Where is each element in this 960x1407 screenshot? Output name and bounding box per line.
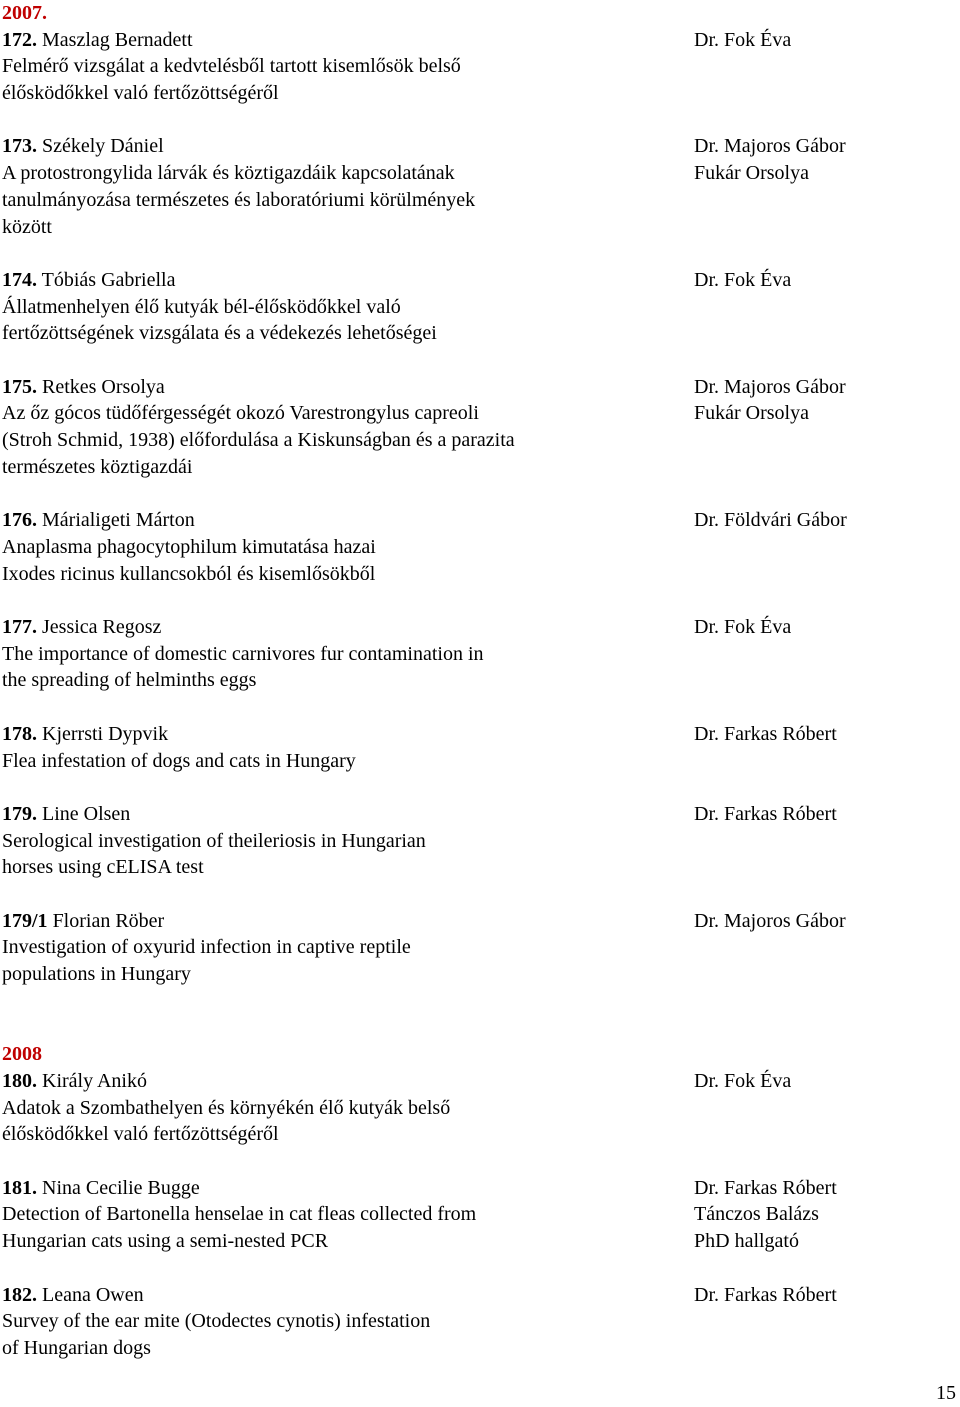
thesis-entry xyxy=(2,507,958,587)
entry-heading xyxy=(2,1282,682,1309)
thesis-title-line: Állatmenhelyen élő kutyák bél-élősködőkkel való xyxy=(2,295,401,318)
entry-number: 173. xyxy=(2,135,37,158)
supervisor-name: Dr. Farkas Róbert xyxy=(694,1283,837,1306)
entry-heading xyxy=(2,908,682,935)
entry-heading xyxy=(2,507,682,534)
entry-heading xyxy=(2,133,682,160)
entry-number: 179/1 xyxy=(2,909,48,932)
author-name: Kjerrsti Dypvik xyxy=(37,722,169,745)
entry-details xyxy=(2,27,682,107)
entry-details xyxy=(2,801,682,881)
thesis-title-line: Ixodes ricinus kullancsokból és kisemlősökből xyxy=(2,562,376,585)
thesis-title-line: fertőzöttségének vizsgálata és a védekezés lehetőségei xyxy=(2,322,437,345)
supervisors xyxy=(694,507,958,534)
author-name: Line Olsen xyxy=(37,802,131,825)
thesis-title-line: élősködőkkel való fertőzöttségéről xyxy=(2,82,279,105)
author-name: Florian Röber xyxy=(47,909,165,932)
entry-number: 175. xyxy=(2,375,37,398)
supervisor-name: Dr. Fok Éva xyxy=(694,1069,792,1092)
entry-details xyxy=(2,614,682,694)
entry-details xyxy=(2,721,682,774)
entry-heading xyxy=(2,374,682,401)
entry-heading xyxy=(2,1068,682,1095)
supervisors xyxy=(694,133,958,186)
thesis-title-line: (Stroh Schmid, 1938) előfordulása a Kiskunságban és a parazita xyxy=(2,429,515,452)
thesis-entry xyxy=(2,1282,958,1362)
entry-number: 179. xyxy=(2,802,37,825)
thesis-entry xyxy=(2,267,958,347)
entry-number: 174. xyxy=(2,268,37,291)
author-name: Jessica Regosz xyxy=(37,616,162,639)
thesis-entry xyxy=(2,133,958,240)
page-number: 15 xyxy=(936,1382,956,1404)
supervisor-name: Tánczos Balázs xyxy=(694,1203,819,1226)
thesis-title-line: Felmérő vizsgálat a kedvtelésből tartott kisemlősök belső xyxy=(2,55,461,78)
thesis-title-line: A protostrongylida lárvák és köztigazdáik kapcsolatának xyxy=(2,162,455,185)
thesis-title-line: populations in Hungary xyxy=(2,963,191,986)
supervisors xyxy=(694,1175,958,1255)
thesis-entry xyxy=(2,614,958,694)
thesis-title-line: Detection of Bartonella henselae in cat fleas collected from xyxy=(2,1203,477,1226)
supervisors xyxy=(694,721,958,748)
entry-number: 178. xyxy=(2,722,37,745)
supervisor-name: Dr. Fok Éva xyxy=(694,268,792,291)
thesis-title-line: természetes köztigazdái xyxy=(2,455,193,478)
thesis-title-line: Anaplasma phagocytophilum kimutatása hazai xyxy=(2,535,376,558)
author-name: Márialigeti Márton xyxy=(37,509,195,532)
entry-details xyxy=(2,507,682,587)
thesis-title-line: Serological investigation of theileriosis in Hungarian xyxy=(2,829,426,852)
entry-number: 172. xyxy=(2,28,37,51)
thesis-title-line: the spreading of helminths eggs xyxy=(2,669,257,692)
supervisor-name: Dr. Farkas Róbert xyxy=(694,722,837,745)
supervisor-name: Dr. Majoros Gábor xyxy=(694,135,846,158)
supervisors xyxy=(694,267,958,294)
entry-heading xyxy=(2,1175,682,1202)
entry-details xyxy=(2,133,682,240)
author-name: Nina Cecilie Bugge xyxy=(37,1176,200,1199)
supervisors xyxy=(694,1068,958,1095)
author-name: Király Anikó xyxy=(37,1069,147,1092)
thesis-title-line: között xyxy=(2,215,52,238)
entry-details xyxy=(2,908,682,988)
thesis-entry xyxy=(2,1175,958,1255)
author-name: Maszlag Bernadett xyxy=(37,28,193,51)
section-spacer xyxy=(2,1015,958,1042)
author-name: Tóbiás Gabriella xyxy=(37,268,176,291)
year-heading: 2008 xyxy=(2,1043,42,1066)
thesis-entry xyxy=(2,374,958,481)
supervisors xyxy=(694,374,958,427)
supervisor-name: Dr. Földvári Gábor xyxy=(694,509,847,532)
entry-details xyxy=(2,1068,682,1148)
entry-number: 176. xyxy=(2,509,37,532)
supervisor-name: Dr. Farkas Róbert xyxy=(694,802,837,825)
thesis-title-line: horses using cELISA test xyxy=(2,856,204,879)
entry-number: 181. xyxy=(2,1176,37,1199)
thesis-entry xyxy=(2,908,958,988)
supervisor-name: Fukár Orsolya xyxy=(694,162,809,185)
supervisors xyxy=(694,27,958,54)
thesis-title-line: Survey of the ear mite (Otodectes cynotis) infestation xyxy=(2,1310,431,1333)
supervisor-name: Dr. Fok Éva xyxy=(694,616,792,639)
thesis-title-line: Adatok a Szombathelyen és környékén élő kutyák belső xyxy=(2,1096,451,1119)
thesis-title-line: tanulmányozása természetes és laboratóriumi körülmények xyxy=(2,188,476,211)
thesis-title-line: Investigation of oxyurid infection in captive reptile xyxy=(2,936,411,959)
year-heading: 2007. xyxy=(2,2,47,24)
entry-details xyxy=(2,267,682,347)
thesis-title-line: Az őz gócos tüdőférgességét okozó Varestrongylus capreoli xyxy=(2,402,479,425)
entry-details xyxy=(2,1175,682,1255)
author-name: Székely Dániel xyxy=(37,135,164,158)
entry-number: 182. xyxy=(2,1283,37,1306)
supervisors xyxy=(694,908,958,935)
entry-heading xyxy=(2,27,682,54)
supervisor-name: Dr. Majoros Gábor xyxy=(694,909,846,932)
supervisor-name: Fukár Orsolya xyxy=(694,402,809,425)
entry-heading xyxy=(2,267,682,294)
thesis-entry xyxy=(2,1068,958,1148)
document-page xyxy=(2,0,958,1362)
supervisor-name: Dr. Fok Éva xyxy=(694,28,792,51)
supervisors xyxy=(694,1282,958,1309)
thesis-title-line: The importance of domestic carnivores fur contamination in xyxy=(2,642,484,665)
entry-heading xyxy=(2,721,682,748)
entry-number: 180. xyxy=(2,1069,37,1092)
thesis-entry xyxy=(2,27,958,107)
author-name: Retkes Orsolya xyxy=(37,375,165,398)
entry-heading xyxy=(2,801,682,828)
entry-details xyxy=(2,374,682,481)
thesis-title-line: Hungarian cats using a semi-nested PCR xyxy=(2,1230,329,1253)
thesis-title-line: of Hungarian dogs xyxy=(2,1336,151,1359)
entry-details xyxy=(2,1282,682,1362)
thesis-entry xyxy=(2,801,958,881)
entry-number: 177. xyxy=(2,616,37,639)
entry-heading xyxy=(2,614,682,641)
supervisors xyxy=(694,801,958,828)
supervisor-name: Dr. Farkas Róbert xyxy=(694,1176,837,1199)
author-name: Leana Owen xyxy=(37,1283,144,1306)
supervisor-name: Dr. Majoros Gábor xyxy=(694,375,846,398)
supervisors xyxy=(694,614,958,641)
supervisor-name: PhD hallgató xyxy=(694,1230,799,1253)
thesis-title-line: élősködőkkel való fertőzöttségéről xyxy=(2,1123,279,1146)
thesis-entry xyxy=(2,721,958,774)
thesis-title-line: Flea infestation of dogs and cats in Hungary xyxy=(2,749,356,772)
